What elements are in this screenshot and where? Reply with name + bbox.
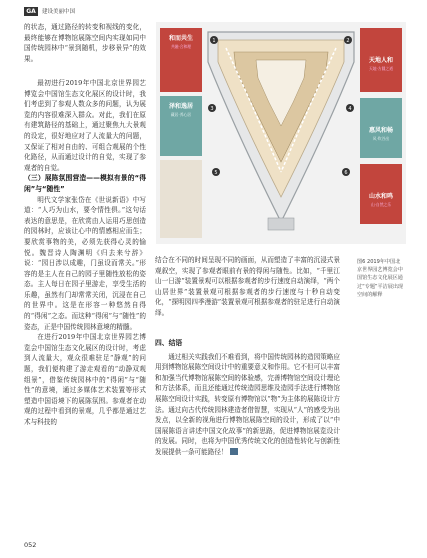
label-right-mid: 惠风和畅 [368,127,394,134]
paragraph: 的状态，通过路径的转变和视线的变化，最终能够在博物馆展陈空间内实现如同中国传统园林中“景到随机，步移景异”的效果。 [24,23,146,63]
label-left-mid-sub: 藏居·养心居 [170,112,192,117]
publication-logo: GA [24,7,38,16]
label-right-bot: 山水和鸣 [368,193,394,200]
column-right [155,255,340,319]
page-number: 052 [24,541,37,549]
marker-label: 1 [212,38,216,44]
marker-label: 2 [346,38,350,44]
paragraph: 最初进行2019年中国北京世界园艺博览会中国馆生态文化展区的设计时，我们考虑到了参观人数众多的问题，认为展览的内容很难深入群众。对此，我们在原有建筑路径的基础上，通过聚焦九大景观的设定，很好地应对了人流量大的问题，又保证了相对自由的、可组合观展的个性化路径，从而通过设计的自觉，实现了参观者的自觉。 [24,79,146,172]
label-left-top: 和而共生 [168,35,194,42]
paragraph: 明代文学家张岱在《世说新语》中写道：“人巧为山水，要令情性俱。”这句话表达的意思是，在欣赏由人运用巧思创造的园林时，应该让心中的情感相应而生；要欣赏事物的美，必须先获得心灵的愉悦。魏晋诗人陶渊明《归去来兮辞》说：“园日涉以成趣，门虽设而常关。”形容的是主人在自己的园子里随性放松的姿态。主人每日在园子里游走，享受生活的乐趣，虽然有门却常常关闭，沉浸在自己的世界中。这是在形容一种悠然自得的“得闲”之态。而这种“得闲”与“随性”的姿态，正是中国传统园林意境的精髓。 [24,195,146,331]
column-left-mid [24,78,146,428]
column-left-top [24,22,146,64]
paragraph: 结合在不同的时间呈现不同的画面，从而塑造了丰富的沉浸式景观叙空，实现了参观者眼前有景的得闲与随性。比如，“千里江山一日游”装置景观可以根据参观者的步行速度自动演绎，“两个山居世界”装置景观可根据参观者的步行速度与十秒自动变化，“探明园四季漫游”装置景观可根据参观者的驻足进行自动演绎。 [155,256,340,317]
label-right-bot-sub: 山·自然之乐 [370,202,392,207]
page-header [24,5,75,17]
section-heading: （三）展陈氛围营造——模拟有景的“得闲”与“随性” [24,174,146,193]
left-panel-bot [160,160,202,238]
exhibit-plan-figure [156,22,406,244]
label-right-top-sub: 天地·方圆之道 [369,66,393,71]
label-right-mid-sub: 风·吹谷出 [372,136,390,141]
marker-label: 3 [210,106,214,112]
marker-label: 6 [344,170,348,176]
section-heading: 四、结语 [155,339,183,347]
label-left-top-sub: 共融·合和理 [170,44,192,49]
paragraph: 在进行2019年中国北京世界园艺博览会中国馆生态文化展区的设计时，考虑到人流量大，观众很难驻足“静观”的问题，我们便构建了游走观看的“动静双观组景”，借鉴传统园林中的“得闲”与“随性”的意境，通过多媒体艺术装置等形式塑造中国语境下的展陈氛围。参观者在动观的过程中看到的景观，几乎都是通过艺术与科技的 [24,333,146,426]
ga-end-icon [230,448,238,455]
label-right-top: 天地人和 [368,57,394,64]
paragraph [155,352,340,458]
marker-label: 5 [214,170,218,176]
plan-svg [156,22,406,244]
running-title: 建设美丽中国 [42,9,76,15]
column-right-conclusion [155,338,340,458]
marker-label: 4 [348,106,352,112]
conclusion-text: 通过相关实践我们不难看到，将中国传统园林的造园策略应用到博物馆展陈空间设计中的重要意义和作用。它不但可以丰富和加强当代博物馆展陈空间的体验感，完善博物馆空间设计理论和方法体系，而且还能通过传统造园思维及造园手法进行博物馆展陈空间设计实践，转变原有博物馆以“物”为主体的展陈设计方法。通过向古代传统园林建造者借智慧，实现从“人”的感受为出发点，以全新的视角进行博物馆展陈空间的设计，形成了以“中国展陈语言讲述中国文化故事”的新思路，促进博物馆展览设计的发展。同时，也将为中国优秀传统文化的创造性转化与创新性发展提供一条可能路径！ [155,352,340,456]
label-left-mid: 泽和逸居 [168,103,194,110]
figure-caption: 图6 2019年中国北京世界园艺博览会中国馆生态文化展区通过“专题”平洁展出现空间的解释 [357,259,404,298]
entrance-stairs [268,218,294,230]
